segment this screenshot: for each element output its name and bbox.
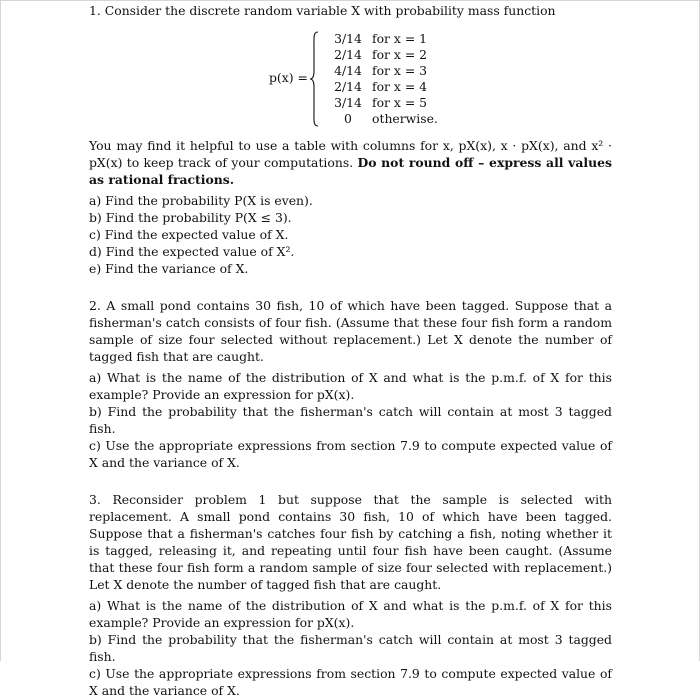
pmf-row — [328, 95, 438, 111]
problem-3-part-c: c) Use the appropriate expressions from section 7.9 to compute expected value of X and the variance of X. — [89, 666, 612, 698]
problem-2-text: 2. A small pond contains 30 fish, 10 of which have been tagged. Suppose that a fisherman's catch consists of four fish. (Assume that these four fish form a random sample of size four selected without replacement.) Let X denote the number of tagged fish that are caught. — [89, 298, 612, 364]
problem-1-part-e: e) Find the variance of X. — [89, 261, 249, 276]
left-brace-icon — [309, 31, 319, 127]
pmf-row — [328, 79, 438, 95]
problem-3 — [89, 491, 612, 699]
pmf-row — [328, 111, 438, 127]
pmf-row — [328, 47, 438, 63]
pmf-condition: for x = 4 — [372, 79, 428, 94]
problem-1-part-a: a) Find the probability P(X is even). — [89, 193, 313, 208]
problem-3-part-a: a) What is the name of the distribution of X and what is the p.m.f. of X for this example? Provide an expression for pX(x). — [89, 598, 612, 630]
problem-2-parts — [89, 369, 612, 471]
pmf-condition: for x = 2 — [372, 47, 428, 62]
top-border — [1, 0, 699, 1]
problem-2 — [89, 297, 612, 471]
pmf-value: 0 — [344, 111, 352, 126]
problem-2-part-c: c) Use the appropriate expressions from section 7.9 to compute expected value of X and the variance of X. — [89, 438, 612, 470]
pmf-row — [328, 31, 438, 47]
problem-2-part-b: b) Find the probability that the fisherman's catch will contain at most 3 tagged fish. — [89, 404, 612, 436]
pmf-condition: otherwise. — [372, 111, 438, 126]
pmf-value: 3/14 — [334, 95, 362, 110]
problem-3-parts — [89, 597, 612, 699]
hint-text: You may find it helpful to use a table with columns for x, pX(x), x · pX(x), and x² · pX(x) to keep track of your computations. — [89, 138, 612, 170]
problem-1-parts — [89, 192, 612, 277]
problem-3-part-b: b) Find the probability that the fisherman's catch will contain at most 3 tagged fish. — [89, 632, 612, 664]
pmf-condition: for x = 5 — [372, 95, 428, 110]
pmf-value: 2/14 — [334, 79, 362, 94]
problem-1-part-c: c) Find the expected value of X. — [89, 227, 289, 242]
pmf-row — [328, 63, 438, 79]
problem-2-part-a: a) What is the name of the distribution of X and what is the p.m.f. of X for this example? Provide an expression for pX(x). — [89, 370, 612, 402]
problem-1-hint — [89, 137, 612, 188]
hint-bold: Do not round off – express all values as rational fractions. — [89, 155, 612, 187]
pmf-value: 2/14 — [334, 47, 362, 62]
pmf-value: 4/14 — [334, 63, 362, 78]
pmf-lhs: p(x) = — [269, 70, 308, 85]
problem-1-part-b: b) Find the probability P(X ≤ 3). — [89, 210, 292, 225]
pmf-value: 3/14 — [334, 31, 362, 46]
pmf-rows — [328, 31, 438, 127]
pmf-condition: for x = 3 — [372, 63, 428, 78]
problem-1-intro: 1. Consider the discrete random variable X with probability mass function — [89, 3, 556, 18]
pmf-condition: for x = 1 — [372, 31, 428, 46]
problem-3-text: 3. Reconsider problem 1 but suppose that the sample is selected with replacement. A small pond contains 30 fish, 10 of which have been tagged. Suppose that a fisherman's catches four fish by catching a fish, noting whether it is tagged, releasing it, and repeating until four fish have been caught. (Assume that these four fish form a random sample of size four selected with replacement.) Let X denote the number of tagged fish that are caught. — [89, 492, 612, 592]
problem-1 — [89, 2, 612, 277]
problem-1-part-d: d) Find the expected value of X². — [89, 244, 295, 259]
pmf-definition — [89, 31, 612, 127]
